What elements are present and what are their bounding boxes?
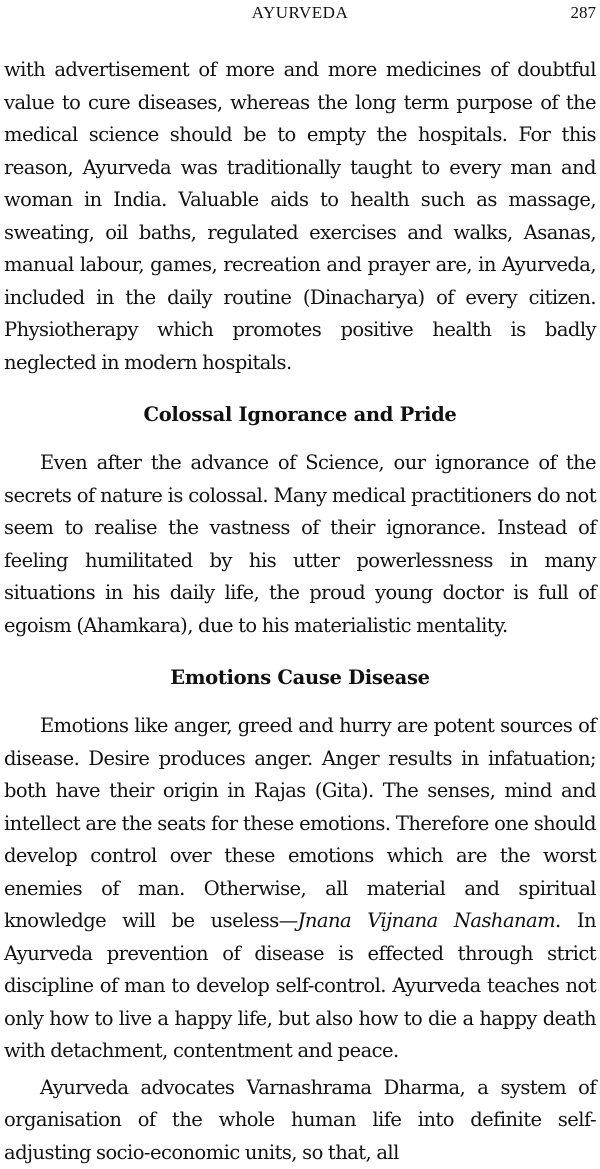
paragraph-emotions-text-end: . In Ayurveda prevention of disease is effected through strict discipline of man to develop self-control. Ayurveda teaches not only how to live a happy life, but also how to die a happy death with detachment, contentment and peace.: [4, 909, 596, 1062]
book-page: [4, 0, 596, 1066]
section-heading-emotions: Emotions Cause Disease: [4, 664, 596, 692]
paragraph-emotions: [4, 710, 596, 1068]
running-head: [4, 0, 596, 28]
paragraph-ayurveda-medicine: with advertisement of more and more medicines of doubtful value to cure diseases, whereas the long term purpose of the medical science should be to empty the hospitals. For this reason, Ayurveda was traditionally taught to every man and woman in India. Valuable aids to health such as massage, sweating, oil baths, regulated exercises and walks, Asanas, manual labour, games, recreation and prayer are, in Ayurveda, included in the daily routine (Dinacharya) of every citizen. Physiotherapy which promotes positive health is badly neglected in modern hospitals.: [4, 54, 596, 379]
sanskrit-phrase: Jnana Vijnana Nashanam: [298, 909, 555, 932]
page-number: 287: [571, 3, 597, 23]
running-title: AYURVEDA: [4, 3, 596, 23]
paragraph-emotions-text-start: Emotions like anger, greed and hurry are potent sources of disease. Desire produces anger. Anger results in infatuation; both have their origin in Rajas (Gita). The senses, mind and intellect are the seats for these emotions. Therefore one should develop control over these emotions which are the worst enemies of man. Otherwise, all material and spiritual knowledge will be useless—: [4, 714, 596, 932]
section-heading-colossal-ignorance: Colossal Ignorance and Pride: [4, 401, 596, 429]
paragraph-ignorance: Even after the advance of Science, our ignorance of the secrets of nature is colossal. Many medical practitioners do not seem to realise the vastness of their ignorance. Instead of feeling humilitated by his utter powerlessness in many situations in his daily life, the proud young doctor is full of egoism (Ahamkara), due to his materialistic mentality.: [4, 447, 596, 642]
paragraph-varnashrama: Ayurveda advocates Varnashrama Dharma, a system of organisation of the whole human life into definite self- adjusting socio-economic units, so that, all: [4, 1072, 596, 1169]
